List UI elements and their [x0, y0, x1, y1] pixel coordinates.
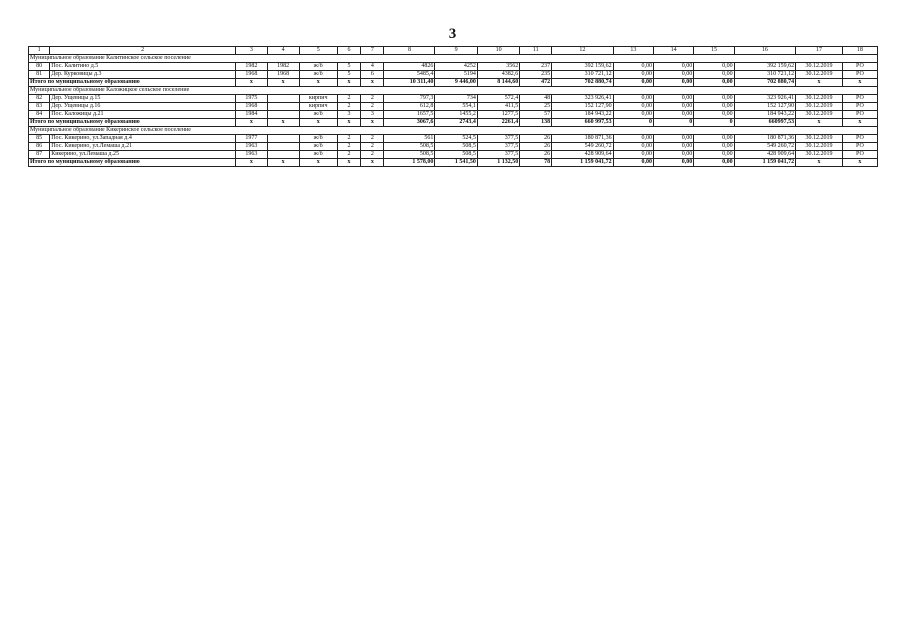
table-cell: РО [842, 143, 877, 151]
table-cell: 508,5 [435, 151, 477, 159]
table-cell: 0,00 [653, 111, 693, 119]
table-cell: 2 [361, 95, 384, 103]
subtotal-cell: x [361, 159, 384, 167]
table-cell: 549 260,72 [552, 143, 614, 151]
column-number-cell: 12 [552, 47, 614, 55]
table-cell: 30.12.2019 [796, 135, 843, 143]
subtotal-cell: x [796, 159, 843, 167]
table-cell: 87 [29, 151, 50, 159]
table-cell: 26 [520, 143, 552, 151]
table-cell: 6 [361, 71, 384, 79]
table-cell: 30.12.2019 [796, 111, 843, 119]
address-cell: Пос. Каложицы д.21 [50, 111, 236, 119]
table-cell: 1977 [235, 135, 267, 143]
subtotal-cell: 1 159 041,72 [734, 159, 796, 167]
subtotal-cell: x [796, 79, 843, 87]
subtotal-label: Итого по муниципальному образованию [29, 159, 236, 167]
table-cell: ж/б [299, 135, 337, 143]
table-cell: 1975 [235, 95, 267, 103]
table-cell: 0,00 [613, 143, 653, 151]
column-number-row [29, 47, 878, 55]
table-cell: 0,00 [613, 63, 653, 71]
subtotal-cell: x [337, 159, 360, 167]
table-cell: 184 943,22 [734, 111, 796, 119]
address-cell: Пос. Кикерино, ул.Западная д.4 [50, 135, 236, 143]
subtotal-cell: 10 311,40 [384, 79, 435, 87]
subtotal-cell: 660 997,53 [552, 119, 614, 127]
table-cell: 0,00 [694, 111, 734, 119]
table-cell: 524,5 [435, 135, 477, 143]
table-cell: 2 [337, 143, 360, 151]
table-cell: 0,00 [694, 63, 734, 71]
section-heading-row [29, 55, 878, 63]
subtotal-cell: 0,00 [653, 79, 693, 87]
table-cell: 5485,4 [384, 71, 435, 79]
table-cell: 82 [29, 95, 50, 103]
table-cell: 4 [361, 63, 384, 71]
register-table-body [29, 47, 878, 167]
subtotal-cell: 1 159 041,72 [552, 159, 614, 167]
subtotal-cell: 660997,53 [734, 119, 796, 127]
table-cell: 2 [337, 95, 360, 103]
table-cell: РО [842, 111, 877, 119]
subtotal-label: Итого по муниципальному образованию [29, 79, 236, 87]
table-cell: 1968 [267, 71, 299, 79]
table-cell: 0,00 [694, 71, 734, 79]
table-cell: 1968 [235, 103, 267, 111]
subtotal-cell: x [337, 119, 360, 127]
table-cell: 392 159,62 [734, 63, 796, 71]
table-cell: 25 [520, 103, 552, 111]
table-cell: 2 [361, 135, 384, 143]
column-number-cell: 4 [267, 47, 299, 55]
table-cell: 2 [361, 103, 384, 111]
section-heading-row [29, 127, 878, 135]
table-cell [267, 143, 299, 151]
subtotal-cell: x [299, 159, 337, 167]
table-cell: 5 [337, 63, 360, 71]
table-cell: 0,00 [653, 71, 693, 79]
table-cell: 377,5 [477, 143, 519, 151]
subtotal-cell: 2743,4 [435, 119, 477, 127]
table-cell: 180 871,36 [734, 135, 796, 143]
table-cell: 57 [520, 111, 552, 119]
column-number-cell: 11 [520, 47, 552, 55]
subtotal-cell: 0,00 [694, 159, 734, 167]
table-cell: 152 127,90 [552, 103, 614, 111]
table-cell: РО [842, 95, 877, 103]
subtotal-cell: x [267, 159, 299, 167]
subtotal-row [29, 159, 878, 167]
table-cell: РО [842, 63, 877, 71]
subtotal-cell: x [842, 79, 877, 87]
house-row [29, 63, 878, 71]
table-cell: 1455,2 [435, 111, 477, 119]
subtotal-cell: 472 [520, 79, 552, 87]
table-cell: 84 [29, 111, 50, 119]
table-cell [267, 103, 299, 111]
table-cell: 30.12.2019 [796, 63, 843, 71]
subtotal-cell: x [337, 79, 360, 87]
table-cell: 2 [337, 151, 360, 159]
table-cell: 310 721,12 [552, 71, 614, 79]
subtotal-cell: 1 541,50 [435, 159, 477, 167]
subtotal-cell: 702 880,74 [552, 79, 614, 87]
address-cell: Дер. Курковицы д.3 [50, 71, 236, 79]
table-cell: 1963 [235, 151, 267, 159]
table-cell: 377,5 [477, 151, 519, 159]
table-cell: 572,4 [477, 95, 519, 103]
subtotal-cell: x [299, 79, 337, 87]
table-cell: 0,00 [694, 103, 734, 111]
table-cell: 85 [29, 135, 50, 143]
table-cell: ж/б [299, 71, 337, 79]
section-heading: Муниципальное образование Каложицкое сельское поселение [29, 87, 878, 95]
subtotal-cell: 0 [613, 119, 653, 127]
column-number-cell: 16 [734, 47, 796, 55]
table-cell: 237 [520, 63, 552, 71]
column-number-cell: 9 [435, 47, 477, 55]
table-cell: 554,1 [435, 103, 477, 111]
section-heading: Муниципальное образование Кикеринское сельское поселение [29, 127, 878, 135]
table-cell: 392 159,62 [552, 63, 614, 71]
subtotal-cell: 9 446,00 [435, 79, 477, 87]
table-cell: 235 [520, 71, 552, 79]
table-cell: ж/б [299, 143, 337, 151]
column-number-cell: 10 [477, 47, 519, 55]
house-row [29, 151, 878, 159]
table-cell: 26 [520, 151, 552, 159]
table-cell: 411,5 [477, 103, 519, 111]
subtotal-cell: x [796, 119, 843, 127]
table-cell: 2 [337, 103, 360, 111]
table-cell: 5 [337, 71, 360, 79]
table-cell: 30.12.2019 [796, 95, 843, 103]
subtotal-row [29, 119, 878, 127]
table-cell: 184 943,22 [552, 111, 614, 119]
table-cell: 30.12.2019 [796, 103, 843, 111]
section-heading-row [29, 87, 878, 95]
table-cell: 0,00 [613, 151, 653, 159]
subtotal-cell: x [235, 79, 267, 87]
table-cell: 1984 [235, 111, 267, 119]
column-number-cell: 18 [842, 47, 877, 55]
table-cell: 734 [435, 95, 477, 103]
table-cell: 83 [29, 103, 50, 111]
subtotal-cell: 0 [694, 119, 734, 127]
table-cell: 3 [361, 111, 384, 119]
table-cell: 323 926,41 [552, 95, 614, 103]
table-cell: РО [842, 103, 877, 111]
house-row [29, 111, 878, 119]
table-cell: 3 [337, 111, 360, 119]
table-cell: 508,5 [384, 151, 435, 159]
column-number-cell: 2 [50, 47, 236, 55]
table-cell [267, 135, 299, 143]
column-number-cell: 15 [694, 47, 734, 55]
house-row [29, 143, 878, 151]
subtotal-cell: 0,00 [694, 79, 734, 87]
subtotal-cell: 0,00 [613, 159, 653, 167]
table-cell: ж/б [299, 111, 337, 119]
subtotal-cell: 0,00 [613, 79, 653, 87]
column-number-cell: 7 [361, 47, 384, 55]
table-cell: 0,00 [694, 143, 734, 151]
table-cell: 0,00 [694, 135, 734, 143]
subtotal-cell: 0,00 [653, 159, 693, 167]
house-row [29, 95, 878, 103]
subtotal-cell: 138 [520, 119, 552, 127]
table-cell: 1982 [235, 63, 267, 71]
table-cell: 0,00 [613, 103, 653, 111]
table-cell: 0,00 [613, 71, 653, 79]
subtotal-row [29, 79, 878, 87]
table-cell: 0,00 [653, 135, 693, 143]
subtotal-cell: x [299, 119, 337, 127]
subtotal-cell: 1 578,00 [384, 159, 435, 167]
table-cell: 4382,6 [477, 71, 519, 79]
section-heading: Муниципальное образование Калитинское сельское поселение [29, 55, 878, 63]
table-cell: 428 909,64 [734, 151, 796, 159]
table-cell [267, 95, 299, 103]
register-table [28, 46, 878, 167]
table-cell: 1968 [235, 71, 267, 79]
table-cell: 26 [520, 135, 552, 143]
subtotal-cell: x [235, 159, 267, 167]
table-cell: 30.12.2019 [796, 143, 843, 151]
table-cell: 561 [384, 135, 435, 143]
table-cell: ж/б [299, 63, 337, 71]
table-cell: 1963 [235, 143, 267, 151]
column-number-cell: 8 [384, 47, 435, 55]
address-cell: Дер. Ущевицы д.16 [50, 103, 236, 111]
table-cell: 2 [337, 135, 360, 143]
table-cell: кирпич [299, 103, 337, 111]
table-cell: 0,00 [653, 63, 693, 71]
table-cell: 0,00 [653, 95, 693, 103]
subtotal-cell: x [842, 119, 877, 127]
house-row [29, 135, 878, 143]
subtotal-label: Итого по муниципальному образованию [29, 119, 236, 127]
address-cell: Пос. Калитино д.5 [50, 63, 236, 71]
address-cell: Дер. Ущевицы д.15 [50, 95, 236, 103]
table-cell: 508,5 [435, 143, 477, 151]
subtotal-cell: x [842, 159, 877, 167]
table-cell: 0,00 [653, 103, 693, 111]
table-cell: 0,00 [653, 151, 693, 159]
table-cell: кирпич [299, 95, 337, 103]
subtotal-cell: 8 144,60 [477, 79, 519, 87]
house-row [29, 71, 878, 79]
column-number-cell: 5 [299, 47, 337, 55]
table-cell: 323 926,41 [734, 95, 796, 103]
subtotal-cell: 0 [653, 119, 693, 127]
subtotal-cell: 702 880,74 [734, 79, 796, 87]
table-cell: РО [842, 71, 877, 79]
table-cell: 0,00 [694, 151, 734, 159]
table-cell: 81 [29, 71, 50, 79]
table-cell: РО [842, 151, 877, 159]
table-cell: 1277,5 [477, 111, 519, 119]
subtotal-cell: 2261,4 [477, 119, 519, 127]
column-number-cell: 13 [613, 47, 653, 55]
subtotal-cell: 78 [520, 159, 552, 167]
table-cell: 1657,5 [384, 111, 435, 119]
subtotal-cell: x [361, 79, 384, 87]
table-cell: РО [842, 135, 877, 143]
table-cell [267, 111, 299, 119]
subtotal-cell: x [267, 79, 299, 87]
table-cell: 80 [29, 63, 50, 71]
subtotal-cell: 3067,6 [384, 119, 435, 127]
subtotal-cell: x [267, 119, 299, 127]
subtotal-cell: 1 132,50 [477, 159, 519, 167]
table-cell: 5194 [435, 71, 477, 79]
table-cell: 86 [29, 143, 50, 151]
address-cell: Кикерино, ул.Лемаша д.25 [50, 151, 236, 159]
subtotal-cell: x [235, 119, 267, 127]
table-cell: 508,5 [384, 143, 435, 151]
address-cell: Пос. Кикерино, ул.Лемаша д.21 [50, 143, 236, 151]
page-number: 3 [448, 26, 457, 42]
table-cell: 310 721,12 [734, 71, 796, 79]
table-cell: 3562 [477, 63, 519, 71]
table-cell: 30.12.2019 [796, 151, 843, 159]
table-cell: 180 871,36 [552, 135, 614, 143]
table-cell: 377,5 [477, 135, 519, 143]
table-cell: 4252 [435, 63, 477, 71]
table-cell: 0,00 [694, 95, 734, 103]
table-cell: 2 [361, 143, 384, 151]
table-cell: 549 260,72 [734, 143, 796, 151]
table-cell: 2 [361, 151, 384, 159]
column-number-cell: 17 [796, 47, 843, 55]
table-cell: 0,00 [653, 143, 693, 151]
column-number-cell: 1 [29, 47, 50, 55]
table-cell: 0,00 [613, 111, 653, 119]
table-cell: 797,3 [384, 95, 435, 103]
column-number-cell: 14 [653, 47, 693, 55]
table-cell: 0,00 [613, 95, 653, 103]
table-cell: ж/б [299, 151, 337, 159]
table-cell: 4826 [384, 63, 435, 71]
subtotal-cell: x [361, 119, 384, 127]
table-cell: 0,00 [613, 135, 653, 143]
table-cell: 428 909,64 [552, 151, 614, 159]
house-row [29, 103, 878, 111]
table-cell: 152 127,90 [734, 103, 796, 111]
table-cell: 1982 [267, 63, 299, 71]
column-number-cell: 6 [337, 47, 360, 55]
table-cell [267, 151, 299, 159]
table-cell: 48 [520, 95, 552, 103]
table-cell: 30.12.2019 [796, 71, 843, 79]
table-cell: 612,8 [384, 103, 435, 111]
column-number-cell: 3 [235, 47, 267, 55]
